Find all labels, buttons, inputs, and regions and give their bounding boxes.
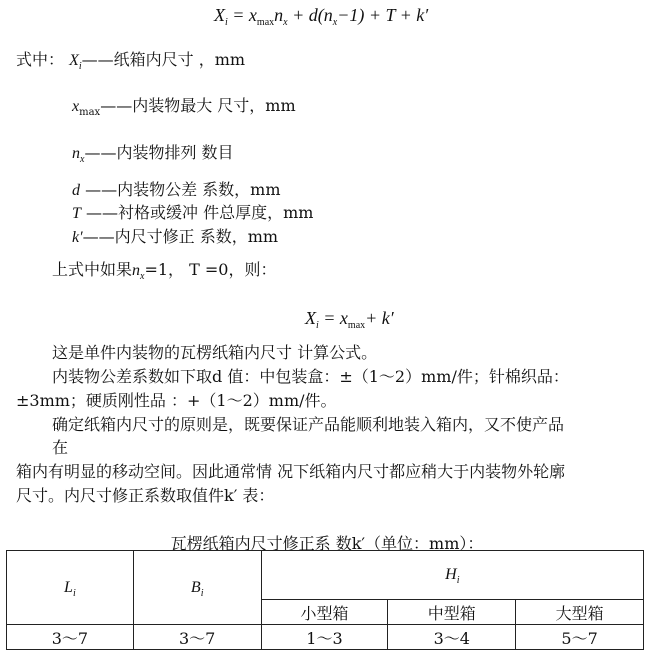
- definition-text: ——内尺寸修正 系数，mm: [82, 227, 279, 246]
- definition-text: ——内装物排列 数目: [84, 143, 234, 162]
- condition-prefix: 上式中如果: [52, 260, 133, 279]
- table-cell: 5～7: [516, 625, 644, 650]
- formula-subscript: i: [316, 320, 319, 331]
- table-cell: 3～4: [388, 625, 516, 650]
- formula-subscript: x: [283, 17, 288, 28]
- definition-text: ——内装物公差 系数，mm: [80, 180, 281, 199]
- definition-symbol: X: [69, 52, 79, 69]
- header-li: [7, 551, 134, 625]
- definition-symbol: d: [72, 182, 80, 199]
- condition-text: =1， T =0，则：: [144, 260, 277, 279]
- formula-term: n: [274, 5, 284, 25]
- condition-line: [52, 262, 277, 282]
- paragraph-6: 尺寸。内尺寸修正系数取值件k′ 表：: [16, 486, 275, 505]
- header-symbol: L: [64, 578, 73, 596]
- subheader-medium: 中型箱: [388, 600, 516, 625]
- header-bi: [133, 551, 261, 625]
- definition-symbol: T: [72, 205, 81, 222]
- formula-term: = x: [232, 5, 257, 25]
- header-symbol: H: [445, 566, 457, 583]
- header-symbol: B: [190, 578, 201, 596]
- subheader-small: 小型箱: [261, 600, 388, 625]
- subheader-large: 大型箱: [516, 600, 644, 625]
- formula-subscript: i: [225, 17, 228, 28]
- table-cell: 1～3: [261, 625, 388, 650]
- definition-subscript: max: [79, 107, 101, 118]
- definition-t: [72, 205, 313, 222]
- table-cell: 3～7: [7, 625, 134, 650]
- formula-subscript: x: [332, 17, 338, 28]
- definition-prefix: 式中：: [16, 50, 65, 69]
- condition-symbol: n: [132, 262, 141, 279]
- definition-subscript: x: [80, 154, 85, 165]
- paragraph-2: 内装物公差系数如下取d 值：中包装盒：±（1～2）mm/件；针棉织品：: [52, 367, 569, 386]
- formula-term: = x: [323, 308, 348, 328]
- definition-text: ——内装物最大 尺寸，mm: [100, 96, 296, 115]
- definition-symbol: x: [72, 98, 80, 115]
- formula-term: + k′: [365, 308, 394, 328]
- paragraph-4a: 确定纸箱内尺寸的原则是，既要保证产品能顺利地装入箱内，又不使产品: [52, 415, 565, 434]
- definition-xmax: [72, 98, 296, 118]
- header-subscript: i: [200, 587, 204, 599]
- header-subscript: i: [72, 587, 76, 599]
- definition-d: [72, 182, 281, 199]
- definition-text: ——纸箱内尺寸 ，mm: [81, 50, 246, 69]
- table-header-row: [7, 551, 644, 600]
- paragraph-4b: 在: [52, 438, 69, 457]
- table-caption: 瓦楞纸箱内尺寸修正系 数k′（单位：mm）：: [170, 534, 484, 553]
- header-hi: [261, 551, 643, 600]
- table-row: [7, 625, 644, 650]
- formula-term: + d(n: [292, 5, 333, 25]
- definition-subscript: i: [78, 61, 82, 72]
- table-cell: 3～7: [133, 625, 261, 650]
- definition-text: ——衬格或缓冲 件总厚度，mm: [80, 203, 314, 222]
- paragraph-3: ±3mm；硬质刚性品 ：+（1～2）mm/件。: [16, 391, 337, 410]
- formula-subscript: max: [347, 320, 366, 331]
- formula-subscript: max: [256, 17, 275, 28]
- correction-table: [6, 550, 644, 650]
- definition-symbol: k′: [72, 229, 83, 246]
- formula-symbol: X: [305, 308, 316, 328]
- definition-nx: [72, 145, 234, 165]
- formula-symbol: X: [214, 5, 225, 25]
- formula-term: −1) + T + k′: [337, 5, 429, 25]
- main-formula: [214, 6, 428, 28]
- paragraph-1: 这是单件内装物的瓦楞纸箱内尺寸 计算公式。: [52, 343, 378, 362]
- simple-formula: [305, 309, 394, 331]
- paragraph-5: 箱内有明显的移动空间。因此通常情 况下纸箱内尺寸都应稍大于内装物外轮廓: [16, 462, 566, 481]
- definition-xi: [16, 52, 245, 72]
- definition-symbol: n: [72, 145, 80, 162]
- definition-k: [72, 229, 278, 246]
- header-subscript: i: [456, 575, 460, 586]
- condition-subscript: x: [140, 271, 145, 282]
